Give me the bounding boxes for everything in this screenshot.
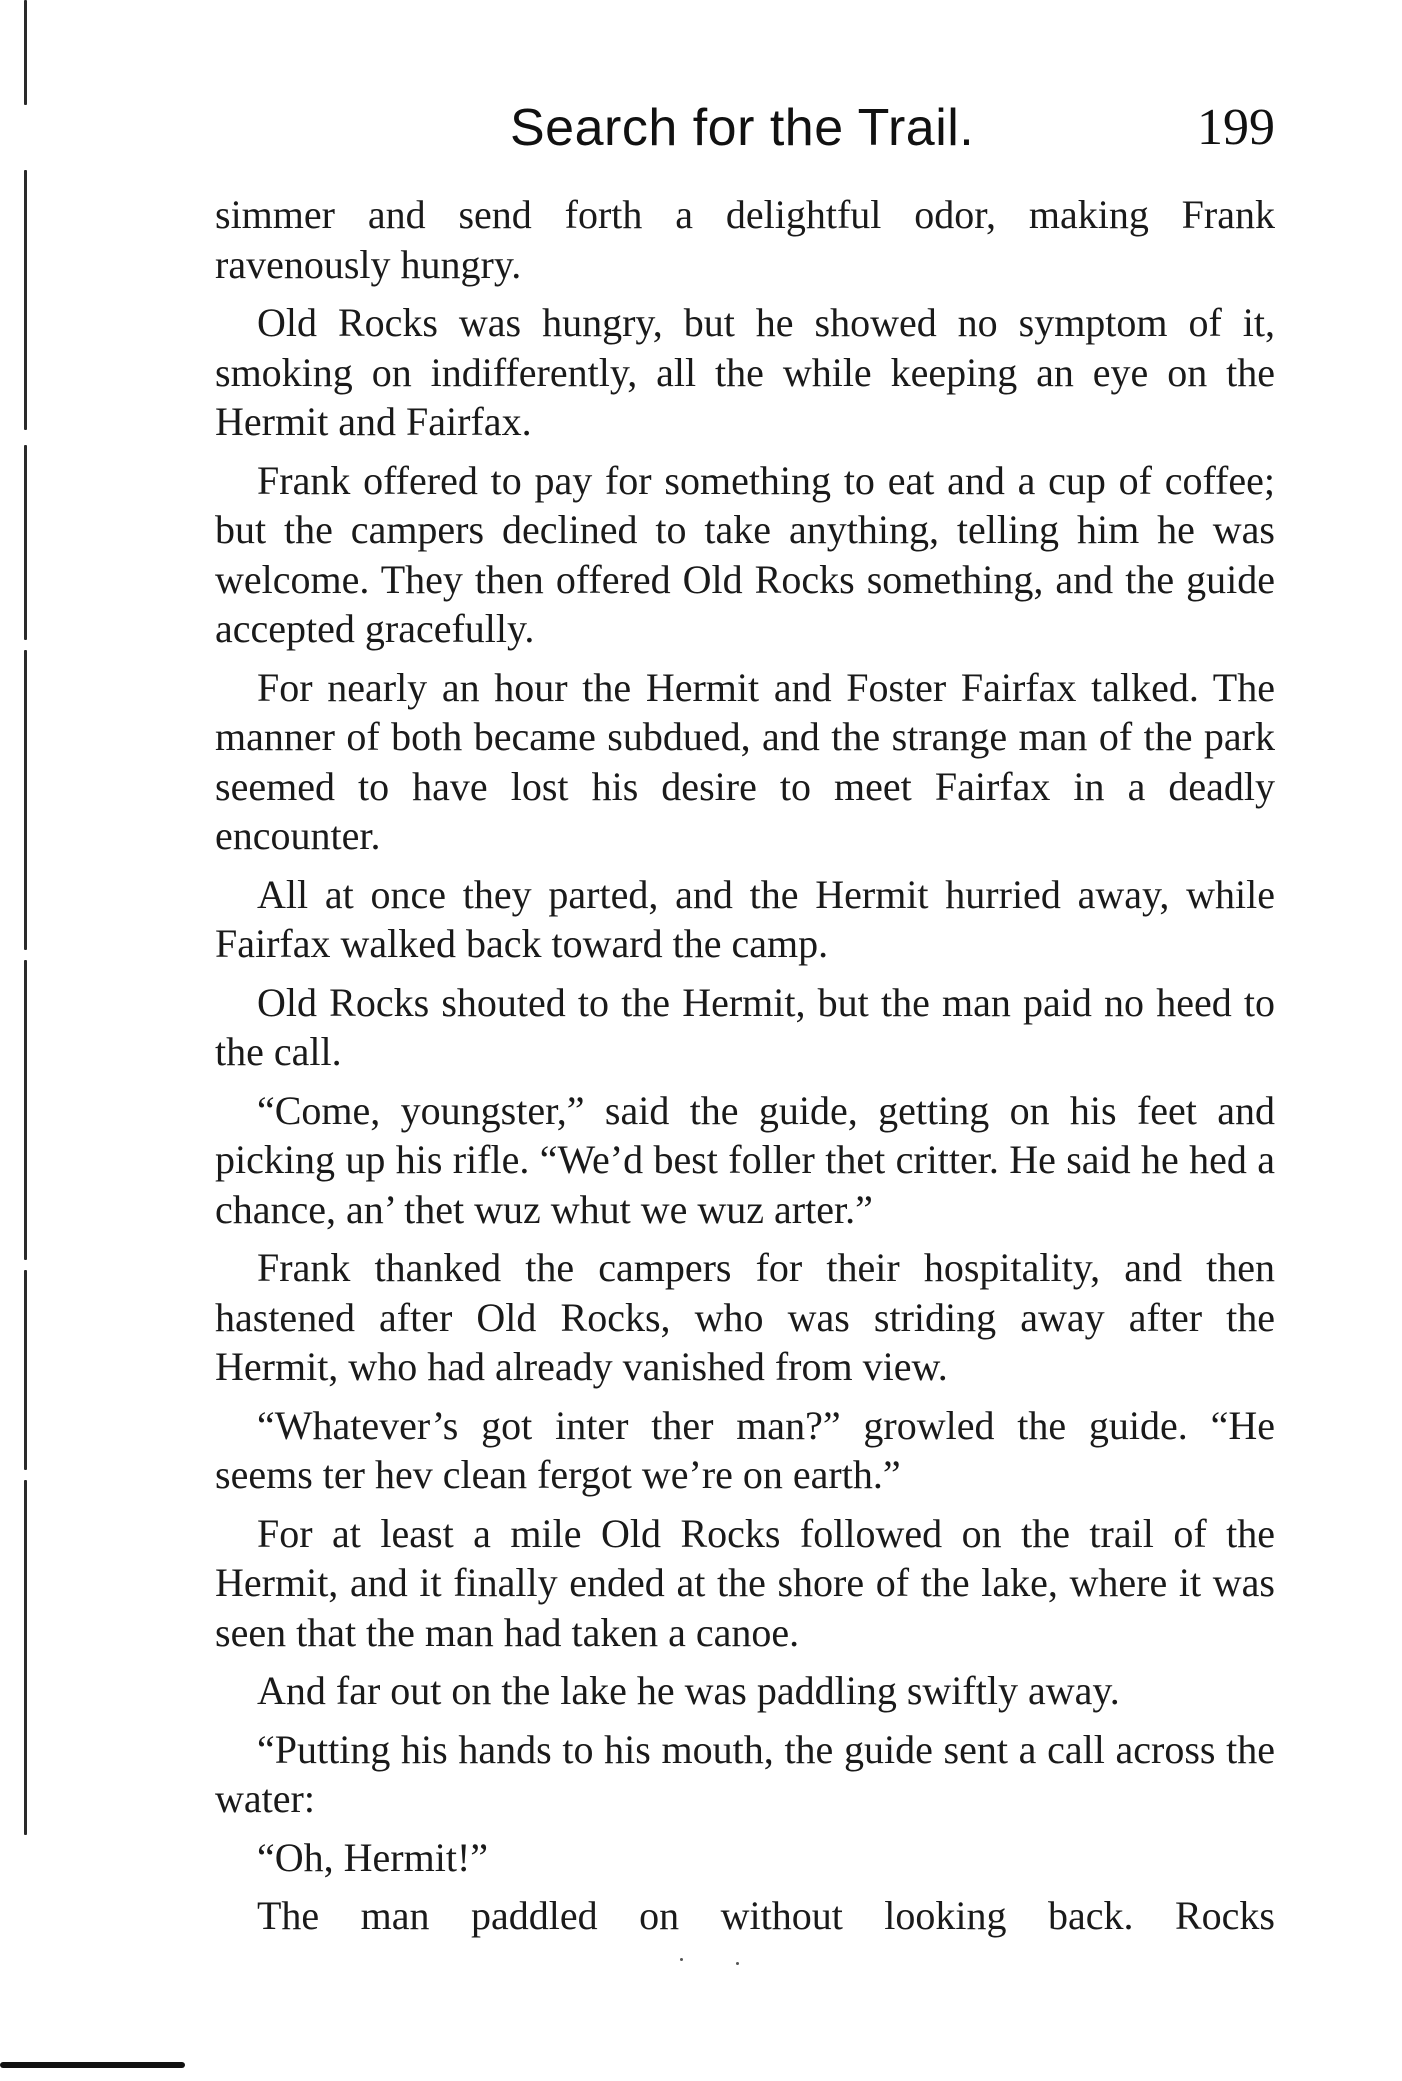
paragraph: “Whatever’s got inter ther man?” growled the guide. “He seems ter hev clean fergot we’re on earth.” <box>215 1402 1275 1497</box>
page-number: 199 <box>1197 99 1275 156</box>
paragraph: All at once they parted, and the Hermit hurried away, while Fairfax walked back toward the camp. <box>215 871 1275 966</box>
gutter-rule <box>24 1480 27 1835</box>
paragraph: simmer and send forth a delightful odor, making Frank ravenously hungry. <box>215 192 1275 287</box>
gutter-rule <box>24 650 27 950</box>
paragraph: Frank offered to pay for something to eat and a cup of coffee; but the campers declined to take anything, telling him he was welcome. They then offered Old Rocks something, and the guide accepted gracefully. <box>215 457 1275 651</box>
paragraph: Frank thanked the campers for their hospitality, and then hastened after Old Rocks, who was striding away after the Hermit, who had already vanished from view. <box>215 1245 1275 1389</box>
body-text <box>215 190 1275 1950</box>
paragraph: Old Rocks shouted to the Hermit, but the man paid no heed to the call. <box>215 979 1275 1074</box>
dust-speck <box>680 1958 683 1961</box>
corner-mark <box>0 2062 185 2068</box>
gutter-rule <box>24 445 27 640</box>
paragraph: And far out on the lake he was paddling swiftly away. <box>257 1668 1120 1713</box>
gutter-rule <box>24 170 27 430</box>
paragraph: Old Rocks was hungry, but he showed no symptom of it, smoking on indifferently, all the while keeping an eye on the Hermit and Fairfax. <box>215 300 1275 444</box>
dust-speck <box>736 1962 739 1965</box>
paragraph: “Oh, Hermit!” <box>257 1834 489 1880</box>
gutter-rule <box>24 0 27 105</box>
page-header <box>215 98 1275 168</box>
paragraph: For nearly an hour the Hermit and Foster Fairfax talked. The manner of both became subdued, and the strange man of the park seemed to have lost his desire to meet Fairfax in a deadly encounter. <box>215 664 1275 858</box>
paragraph: “Come, youngster,” said the guide, getting on his feet and picking up his rifle. “We’d best foller thet critter. He said he hed a chance, an’ thet wuz whut we wuz arter.” <box>215 1087 1275 1232</box>
running-head: Search for the Trail. <box>510 99 975 157</box>
paragraph: “Putting his hands to his mouth, the guide sent a call across the water: <box>215 1726 1275 1821</box>
gutter-rule <box>24 1270 27 1470</box>
paragraph: For at least a mile Old Rocks followed on the trail of the Hermit, and it finally ended at the shore of the lake, where it was seen that the man had taken a canoe. <box>215 1510 1275 1655</box>
gutter-rule <box>24 960 27 1260</box>
paragraph: The man paddled on without looking back. Rocks <box>257 1893 1275 1938</box>
